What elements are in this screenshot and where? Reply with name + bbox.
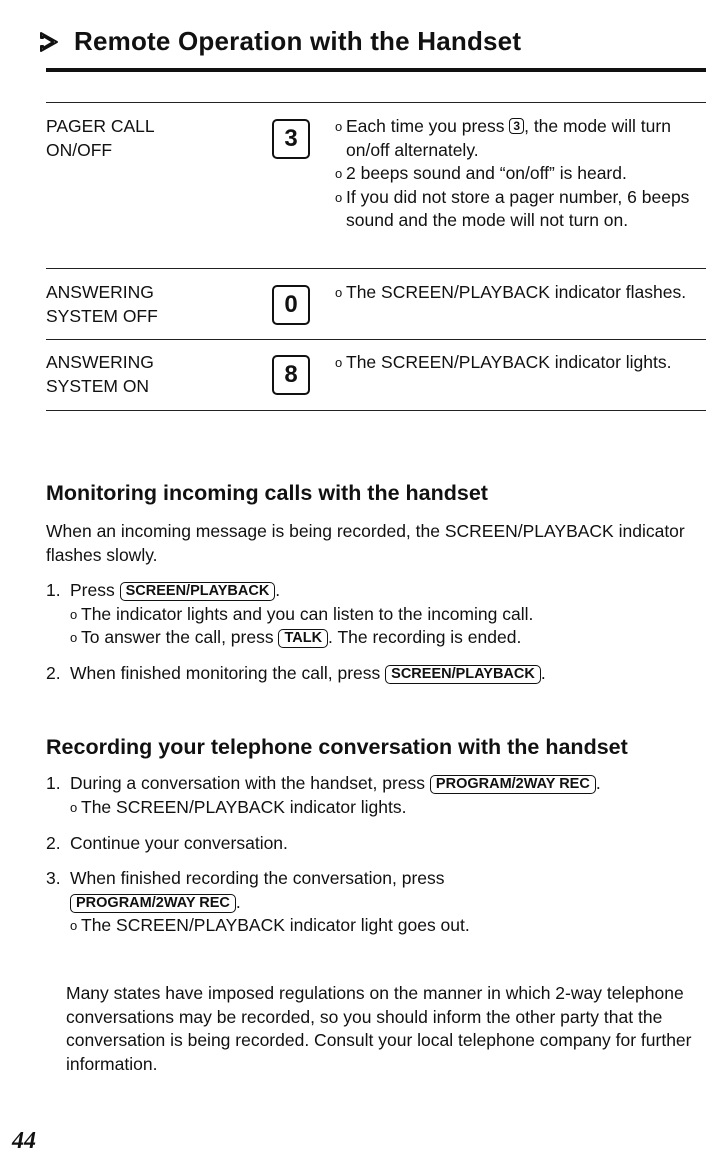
step-number: 2. [46,833,61,853]
desc-item: o 2 beeps sound and “on/off” is heard. [335,162,715,186]
bullet-icon: o [70,630,78,645]
step-sub-item: o The SCREEN/PLAYBACK indicator lights. [70,796,710,820]
step-body: When finished recording the conversation, press PROGRAM/2WAY REC . o The SCREEN/PLAYBACK indicator light goes out. [70,867,710,938]
desc-item: o Each time you press 3 , the mode will turn on/off alternately. [335,116,671,160]
bullet-icon: o [335,189,343,205]
section-heading-recording: Recording your telephone conversation with the handset [46,735,628,759]
bullet-icon: o [335,285,343,300]
legal-note: Many states have imposed regulations on the manner in which 2-way telephone conversations may be recorded, so you should inform the other party that the conversation is being recorded. Consult your local telephone company for further information. [66,983,692,1074]
key-3-icon: 3 [272,119,310,159]
bullet-icon: o [335,119,343,134]
step-number: 1. [46,580,61,600]
bullet-icon: o [335,166,343,181]
step-sub-item: o The SCREEN/PLAYBACK indicator light goes out. [70,914,710,938]
page-title [38,26,708,57]
bullet-icon: o [70,918,78,933]
feature-description [335,281,715,305]
bullet-icon: o [70,799,78,815]
step-number: 1. [46,773,61,793]
bullet-icon: o [70,606,78,622]
page-number: 44 [12,1128,36,1154]
feature-description [335,115,715,233]
desc-item: o If you did not store a pager number, 6 beeps sound and the mode will not turn on. [335,186,690,230]
desc-item: o The SCREEN/PLAYBACK indicator flashes. [335,281,715,305]
program-2way-rec-button-label: PROGRAM/2WAY REC [70,894,236,913]
header-rule [46,68,706,72]
step-number: 2. [46,663,61,683]
key-3-inline-icon: 3 [509,118,524,134]
page-title-text: Remote Operation with the Handset [74,26,522,56]
table-rule [46,339,706,340]
step-body: Continue your conversation. [70,833,288,853]
table-rule [46,268,706,269]
page-header [38,26,708,57]
arrow-right-icon [38,31,60,53]
screen-playback-button-label: SCREEN/PLAYBACK [120,582,276,601]
feature-label: ANSWERING SYSTEM OFF [46,282,158,326]
section-heading-monitoring: Monitoring incoming calls with the handset [46,481,488,505]
monitoring-intro: When an incoming message is being recorded, the SCREEN/PLAYBACK indicator flashes slowly. [46,521,685,565]
feature-label: PAGER CALL ON/OFF [46,116,155,160]
key-8-icon: 8 [272,355,310,395]
step-body: When finished monitoring the call, press SCREEN/PLAYBACK . [70,663,546,683]
desc-item: o The SCREEN/PLAYBACK indicator lights. [335,351,715,375]
program-2way-rec-button-label: PROGRAM/2WAY REC [430,775,596,794]
bullet-icon: o [335,355,343,370]
screen-playback-button-label: SCREEN/PLAYBACK [385,665,541,684]
step-sub-item: o To answer the call, press TALK . The recording is ended. [70,626,710,650]
feature-description [335,351,715,375]
feature-label: ANSWERING SYSTEM ON [46,352,154,396]
table-rule-top [46,102,706,103]
step-body: During a conversation with the handset, press PROGRAM/2WAY REC . o The SCREEN/PLAYBACK indicator lights. [70,772,710,819]
talk-button-label: TALK [278,629,328,648]
step-number: 3. [46,868,61,888]
step-body: Press SCREEN/PLAYBACK . o The indicator lights and you can listen to the incoming call. o To answer the call, press TALK . The recording is ended. [70,579,710,650]
table-rule-bottom [46,410,706,411]
key-0-icon: 0 [272,285,310,325]
step-sub-item: o The indicator lights and you can listen to the incoming call. [70,603,710,627]
